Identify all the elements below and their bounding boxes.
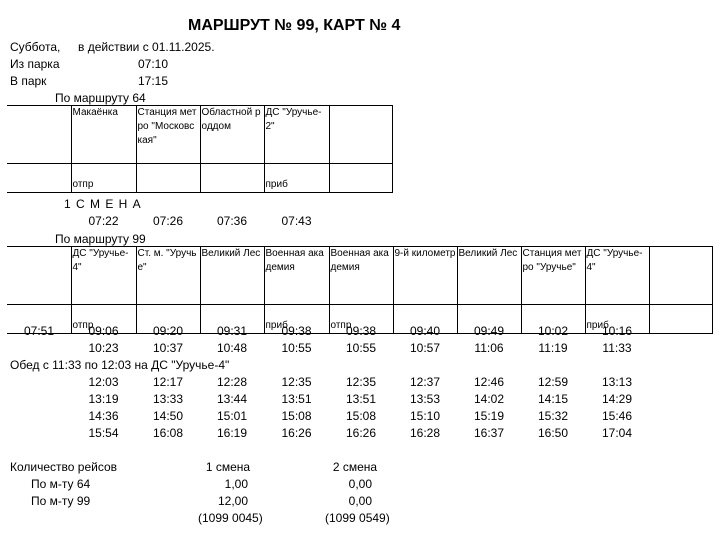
route99-mark: приб: [585, 305, 649, 334]
time-cell: 17:04: [601, 426, 633, 440]
route99-mark: отпр: [329, 305, 393, 334]
route64-time: 07:22: [88, 214, 119, 228]
time-cell: 11:33: [602, 341, 632, 355]
time-cell: 09:31: [216, 324, 248, 338]
summary-row-value-1: 12,00: [217, 494, 248, 508]
route99-label: По маршруту 99: [55, 232, 146, 246]
time-cell: 15:19: [473, 409, 505, 423]
route99-stop: [649, 247, 712, 305]
time-cell: 09:38: [345, 324, 377, 338]
summary-row-value-2: 0,00: [348, 494, 372, 508]
time-cell: 09:40: [409, 324, 441, 338]
day-label: Суббота,: [10, 40, 61, 54]
time-cell: 12:35: [281, 375, 312, 389]
route99-stop: Ст. м. "Уручье": [136, 247, 200, 305]
route64-mark: приб: [264, 164, 329, 193]
time-cell: 14:15: [537, 392, 569, 406]
route64-time: 07:26: [152, 214, 184, 228]
route99-stop: Великий Лес: [200, 247, 264, 305]
route64-empty-header: [7, 106, 71, 164]
route99-mark: приб: [264, 305, 329, 334]
summary-row-label: По м-ту 99: [31, 494, 91, 508]
time-cell: 13:44: [216, 392, 248, 406]
route64-stop: [329, 106, 392, 164]
summary-row-value-1: 1,00: [224, 477, 248, 491]
route64-stops-table: [7, 105, 393, 193]
time-cell: 13:51: [345, 392, 377, 406]
time-cell: 10:16: [601, 324, 633, 338]
from-park-time: 07:10: [138, 57, 169, 71]
time-cell: 16:37: [473, 426, 505, 440]
time-cell: 13:13: [601, 375, 633, 389]
time-cell: 12:17: [152, 375, 184, 389]
shift-1-code: (1099 0045): [198, 511, 263, 525]
to-park-label: В парк: [10, 74, 47, 88]
time-cell: 16:26: [345, 426, 377, 440]
time-cell: 15:10: [409, 409, 441, 423]
route99-stop: Станция метро "Уручье": [521, 247, 585, 305]
time-cell: 16:50: [537, 426, 569, 440]
shift-1-header: 1 смена: [205, 460, 251, 474]
time-cell: 14:50: [152, 409, 184, 423]
route99-mark: отпр: [71, 305, 136, 334]
route99-mark: [649, 305, 712, 334]
time-cell: 13:51: [281, 392, 312, 406]
time-cell: 12:37: [409, 375, 441, 389]
route99-first-departure: 07:51: [23, 324, 55, 338]
summary-row-value-2: 0,00: [348, 477, 372, 491]
shift-2-header: 2 смена: [332, 460, 378, 474]
route64-stop: Областной роддом: [200, 106, 264, 164]
route99-stop: 9-й километр: [393, 247, 457, 305]
time-cell: 10:23: [88, 341, 119, 355]
route64-time: 07:36: [216, 214, 248, 228]
summary-row-label: По м-ту 64: [31, 477, 91, 491]
time-cell: 10:02: [537, 324, 569, 338]
route64-stop: Макаёнка: [71, 106, 136, 164]
time-cell: 13:53: [409, 392, 441, 406]
time-cell: 15:08: [281, 409, 312, 423]
time-cell: 15:01: [216, 409, 248, 423]
lunch-note: Обед с 11:33 по 12:03 на ДС "Уручье-4": [10, 358, 230, 372]
route64-mark: [200, 164, 264, 193]
route64-time: 07:43: [281, 214, 312, 228]
time-cell: 15:08: [345, 409, 377, 423]
time-cell: 13:19: [88, 392, 119, 406]
time-cell: 14:36: [88, 409, 119, 423]
from-park-label: Из парка: [10, 57, 60, 71]
time-cell: 09:20: [152, 324, 184, 338]
time-cell: 16:26: [281, 426, 312, 440]
time-cell: 12:59: [537, 375, 569, 389]
time-cell: 15:54: [88, 426, 119, 440]
time-cell: 12:46: [473, 375, 505, 389]
time-cell: 09:38: [281, 324, 312, 338]
time-cell: 16:28: [409, 426, 441, 440]
route64-label: По маршруту 64: [55, 91, 146, 105]
valid-from-label: в действии с 01.11.2025.: [78, 40, 215, 54]
shift-1-label: 1 С М Е Н А: [64, 197, 142, 211]
route64-mark: отпр: [71, 164, 136, 193]
time-cell: 10:57: [409, 341, 441, 355]
time-cell: 12:03: [88, 375, 119, 389]
time-cell: 11:06: [474, 341, 504, 355]
route99-stop: ДС "Уручье-4": [585, 247, 649, 305]
time-cell: 09:49: [473, 324, 505, 338]
route64-mark: [329, 164, 392, 193]
route99-stop: Военная академия: [329, 247, 393, 305]
time-cell: 12:28: [216, 375, 248, 389]
time-cell: 10:48: [216, 341, 248, 355]
time-cell: 12:35: [345, 375, 377, 389]
time-cell: 10:37: [152, 341, 184, 355]
time-cell: 13:33: [152, 392, 184, 406]
time-cell: 14:29: [601, 392, 633, 406]
time-cell: 10:55: [281, 341, 312, 355]
route99-stop: Великий Лес: [457, 247, 521, 305]
route99-stop: Военная академия: [264, 247, 329, 305]
route99-stop: ДС "Уручье-4": [71, 247, 136, 305]
time-cell: 10:55: [345, 341, 377, 355]
time-cell: 16:08: [152, 426, 184, 440]
time-cell: 09:06: [88, 324, 119, 338]
time-cell: 16:19: [216, 426, 248, 440]
route99-empty-header: [7, 247, 71, 305]
time-cell: 14:02: [473, 392, 505, 406]
route64-empty-mark: [7, 164, 71, 193]
route64-stop: ДС "Уручье-2": [264, 106, 329, 164]
route64-stop: Станция метро "Московская": [136, 106, 200, 164]
route64-mark: [136, 164, 200, 193]
shift-2-code: (1099 0549): [325, 511, 390, 525]
time-cell: 11:19: [538, 341, 568, 355]
route99-stops-table: [7, 246, 713, 334]
trips-count-label: Количество рейсов: [10, 460, 118, 474]
time-cell: 15:32: [537, 409, 569, 423]
page-title: МАРШРУТ № 99, КАРТ № 4: [188, 17, 401, 34]
time-cell: 15:46: [601, 409, 633, 423]
to-park-time: 17:15: [138, 74, 169, 88]
